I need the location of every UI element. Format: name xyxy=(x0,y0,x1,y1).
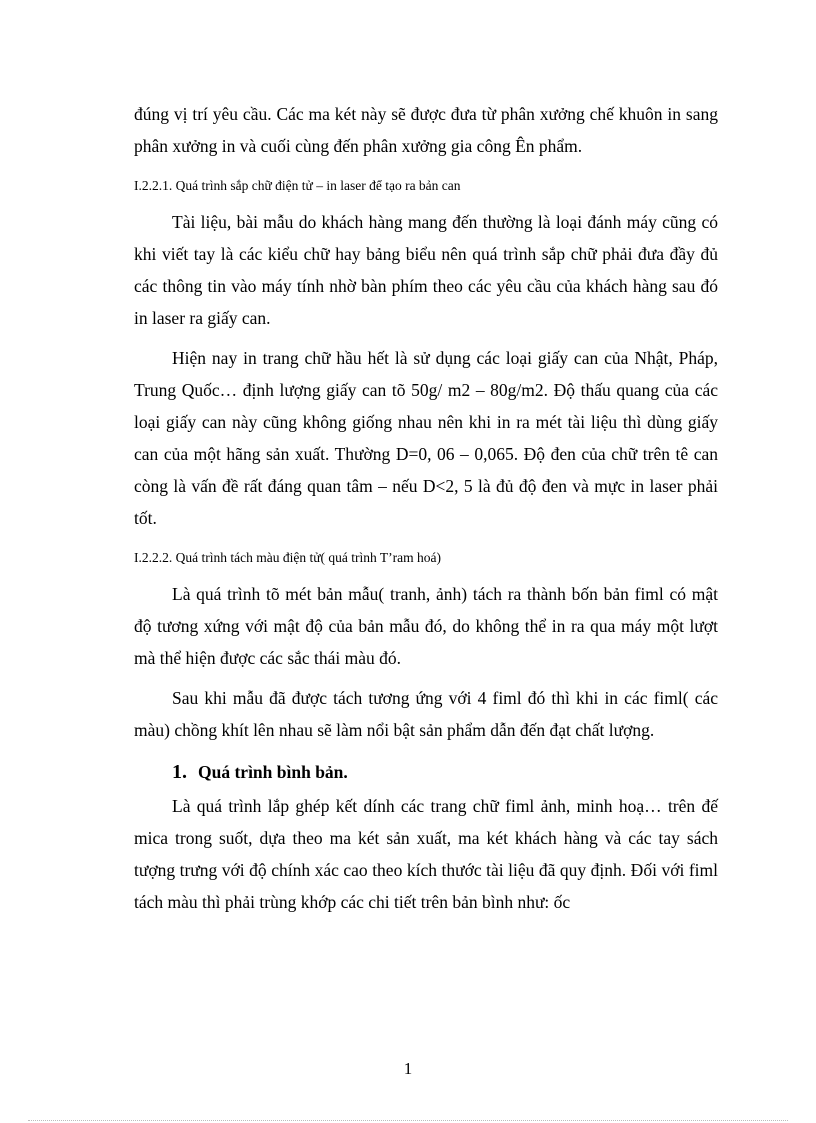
page-bottom-divider xyxy=(28,1120,788,1121)
paragraph-1-1: Là quá trình lắp ghép kết dính các trang chữ fiml ảnh, minh hoạ… trên đế mica trong suốt, dựa theo ma két sản xuất, ma két khách hàng và các tay sách tượng trưng với độ chính xác cao theo kích thước tài liệu đã quy định. Đối với fiml tách màu thì phải trùng khớp các chi tiết trên bản bình như: ốc xyxy=(134,796,718,912)
section-heading-1 xyxy=(134,756,718,788)
paragraph-1222-2: Sau khi mẫu đã được tách tương ứng với 4 fiml đó thì khi in các fiml( các màu) chồng khít lên nhau sẽ làm nổi bật sản phẩm dẫn đến đạt chất lượng. xyxy=(134,688,718,740)
subsection-heading-1221: I.2.2.1. Quá trình sắp chữ điện tử – in laser để tạo ra bản can xyxy=(134,178,461,193)
subsection-heading-1222: I.2.2.2. Quá trình tách màu điện tử( quá trình T’ram hoá) xyxy=(134,550,441,565)
paragraph-continued: đúng vị trí yêu cầu. Các ma két này sẽ được đưa từ phân xưởng chế khuôn in sang phân xưởng in và cuối cùng đến phân xưởng gia công Ên phẩm. xyxy=(134,104,718,156)
section-title: Quá trình bình bản. xyxy=(198,762,348,782)
page-number: 1 xyxy=(403,1059,413,1078)
section-number: 1. xyxy=(172,761,187,783)
paragraph-1221-1: Tài liệu, bài mẫu do khách hàng mang đến thường là loại đánh máy cũng có khi viết tay là các kiểu chữ hay bảng biểu nên quá trình sắp chữ phải đưa đầy đủ các thông tin vào máy tính nhờ bàn phím theo các yêu cầu của khách hàng sau đó in laser ra giấy can. xyxy=(134,212,718,328)
paragraph-1221-2: Hiện nay in trang chữ hầu hết là sử dụng các loại giấy can của Nhật, Pháp, Trung Quốc… định lượng giấy can tõ 50g/ m2 – 80g/m2. Độ thấu quang của các loại giấy can này cũng không giống nhau nên khi in ra mét tài liệu thì dùng giấy can của một hãng sản xuất. Thường D=0, 06 – 0,065. Độ đen của chữ trên tê can còng là vấn đề rất đáng quan tâm – nếu D<2, 5 là đủ độ đen và mực in laser phải tốt. xyxy=(134,348,718,528)
paragraph-1222-1: Là quá trình tõ mét bản mẫu( tranh, ảnh) tách ra thành bốn bản fiml có mật độ tương xứng với mật độ của bản mẫu đó, do không thể in ra qua máy một lượt mà thể hiện được các sắc thái màu đó. xyxy=(134,584,718,668)
document-body xyxy=(134,98,718,918)
